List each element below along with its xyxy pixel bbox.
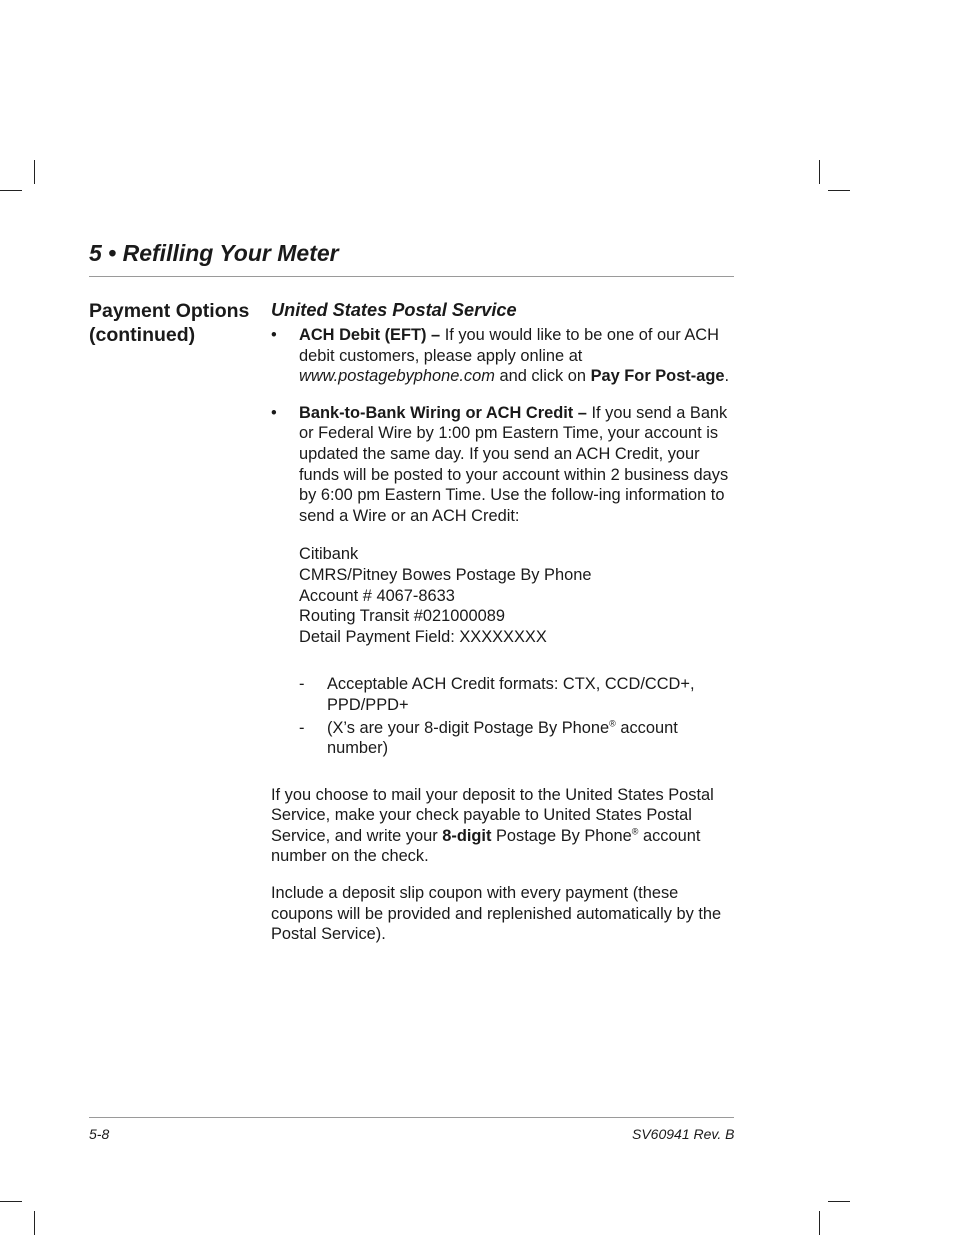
- address-line: Routing Transit #021000089: [299, 607, 505, 626]
- crop-mark-bottom-left-vertical: [34, 1211, 35, 1235]
- crop-mark-bottom-right-vertical: [819, 1211, 820, 1235]
- document-id: SV60941 Rev. B: [632, 1126, 735, 1142]
- header-rule: [89, 276, 734, 277]
- page-number: 5-8: [89, 1126, 110, 1142]
- bullet-mark: •: [271, 326, 277, 344]
- bullet-bank-wiring: [271, 403, 737, 527]
- bullet-mark: •: [271, 403, 277, 422]
- bank-address-block: [271, 544, 737, 647]
- crop-mark-bottom-left-horizontal: [0, 1201, 22, 1202]
- dash-mark: -: [299, 718, 305, 737]
- side-heading: [89, 299, 249, 347]
- dash-item-formats: [299, 674, 737, 715]
- side-heading-line2: (continued): [89, 324, 196, 346]
- address-line: CMRS/Pitney Bowes Postage By Phone: [299, 565, 592, 584]
- paragraph-text: If you choose to mail your deposit to the United States Postal Service, make your check payable to United States Postal Service, and write your: [271, 785, 714, 845]
- bullet-text: If you send a Bank or Federal Wire by 1:00 pm Eastern Time, your account is updated the same day. If you send an ACH Credit, your funds will be posted to your account within 2 business days by 6:00 pm Eastern Time. Use the follow-ing information to send a Wire or an ACH Credit:: [299, 403, 729, 525]
- address-line: Citibank: [299, 545, 359, 564]
- side-heading-line1: Payment Options: [89, 300, 250, 322]
- bullet-lead: ACH Debit (EFT) –: [299, 326, 441, 344]
- dash-item-text: account number): [327, 718, 678, 758]
- crop-mark-top-right-horizontal: [828, 190, 850, 191]
- registered-mark: ®: [631, 826, 639, 837]
- crop-mark-top-right-vertical: [819, 160, 820, 184]
- registered-mark: ®: [609, 718, 616, 729]
- section-title: United States Postal Service: [271, 300, 517, 320]
- main-content: [271, 298, 737, 945]
- bullet-text: and click on: [494, 367, 591, 386]
- footer-rule: [89, 1117, 734, 1118]
- dash-item-text: (X’s are your 8-digit Postage By Phone: [327, 718, 610, 737]
- mail-deposit-paragraph: [271, 785, 737, 867]
- crop-mark-bottom-right-horizontal: [828, 1201, 850, 1202]
- dash-item-account-note: [299, 718, 737, 759]
- crop-mark-top-left-horizontal: [0, 190, 22, 191]
- paragraph-text: account number on the check.: [271, 826, 701, 866]
- chapter-title: 5 • Refilling Your Meter: [89, 240, 339, 266]
- bullet-lead: Bank-to-Bank Wiring or ACH Credit –: [299, 403, 587, 422]
- pay-for-postage-label: Pay For Post-age: [590, 367, 725, 386]
- bullet-text: If you would like to be one of our ACH debit customers, please apply online at: [299, 326, 719, 365]
- dash-item-text: Acceptable ACH Credit formats: CTX, CCD/CCD+, PPD/PPD+: [327, 675, 695, 714]
- crop-mark-top-left-vertical: [34, 160, 35, 184]
- dash-list: [271, 674, 737, 758]
- paragraph-text: Postage By Phone: [491, 826, 632, 845]
- address-line: Account # 4067-8633: [299, 586, 455, 605]
- coupon-paragraph: Include a deposit slip coupon with every payment (these coupons will be provided and replenished automatically by the Postal Service).: [271, 884, 722, 944]
- bullet-ach-debit: [271, 325, 737, 387]
- website-url: www.postagebyphone.com: [299, 367, 495, 386]
- eight-digit-label: 8-digit: [442, 826, 492, 845]
- dash-mark: -: [299, 675, 305, 694]
- bullet-text: .: [724, 367, 730, 386]
- address-line: Detail Payment Field: XXXXXXXX: [299, 627, 547, 646]
